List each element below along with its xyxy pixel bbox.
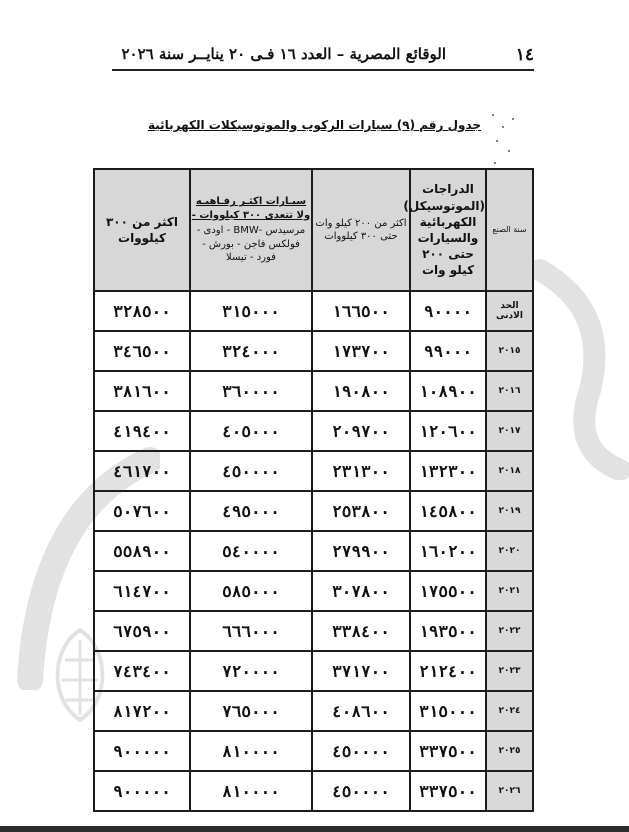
cell-luxury: ٥٤٠٠٠٠ [190, 531, 312, 571]
cell-over-300: ٤١٩٤٠٠ [94, 411, 190, 451]
cell-200-to-300: ٤٥٠٠٠٠ [312, 731, 410, 771]
cell-up-to-200: ١٩٣٥٠٠ [410, 611, 486, 651]
cell-200-to-300: ٢٥٣٨٠٠ [312, 491, 410, 531]
header-200-to-300: اكثر من ٢٠٠ كيلو وات حتى ٣٠٠ كيلووات [312, 169, 410, 291]
table-title: جدول رقم (٩) سيارات الركوب والموتوسيكلات الكهربائية [147, 118, 482, 132]
cell-up-to-200: ١٣٢٣٠٠ [410, 451, 486, 491]
header-luxury-top: سيـارات اكثـر رفـاهيـه ولا تتعدى ٣٠٠ كيلووات - [191, 196, 311, 221]
table-body [94, 291, 533, 811]
table-row [94, 731, 533, 771]
cell-200-to-300: ٢٣١٣٠٠ [312, 451, 410, 491]
cell-year: الحد الادنى [486, 291, 533, 331]
cell-year: ٢٠٢٠ [486, 531, 533, 571]
header-rule [112, 69, 534, 71]
cell-year: ٢٠١٥ [486, 331, 533, 371]
cell-200-to-300: ٣٧١٧٠٠ [312, 651, 410, 691]
cell-over-300: ٩٠٠٠٠٠ [94, 771, 190, 811]
cell-luxury: ٤٥٠٠٠٠ [190, 451, 312, 491]
table-row [94, 771, 533, 811]
cell-up-to-200: ١٦٠٢٠٠ [410, 531, 486, 571]
cell-luxury: ٨١٠٠٠٠ [190, 771, 312, 811]
table-row [94, 651, 533, 691]
cell-up-to-200: ٣٣٧٥٠٠ [410, 771, 486, 811]
bottom-edge [0, 826, 629, 832]
cell-year: ٢٠٢١ [486, 571, 533, 611]
table-row [94, 491, 533, 531]
cell-over-300: ٥٥٨٩٠٠ [94, 531, 190, 571]
cell-200-to-300: ١٩٠٨٠٠ [312, 371, 410, 411]
cell-over-300: ٣٤٦٥٠٠ [94, 331, 190, 371]
table-row [94, 291, 533, 331]
table-row [94, 411, 533, 451]
cell-year: ٢٠٢٢ [486, 611, 533, 651]
cell-up-to-200: ١٧٥٥٠٠ [410, 571, 486, 611]
cell-up-to-200: ٣٣٧٥٠٠ [410, 731, 486, 771]
table-row [94, 451, 533, 491]
cell-year: ٢٠١٧ [486, 411, 533, 451]
vehicle-table [93, 168, 534, 812]
cell-up-to-200: ٢١٢٤٠٠ [410, 651, 486, 691]
cell-up-to-200: ١٠٨٩٠٠ [410, 371, 486, 411]
cell-year: ٢٠١٦ [486, 371, 533, 411]
cell-up-to-200: ٩٩٠٠٠ [410, 331, 486, 371]
cell-up-to-200: ٩٠٠٠٠ [410, 291, 486, 331]
table-row [94, 691, 533, 731]
cell-over-300: ٧٤٣٤٠٠ [94, 651, 190, 691]
watermark-swoosh-icon [530, 250, 629, 480]
cell-over-300: ٤٦١٧٠٠ [94, 451, 190, 491]
cell-luxury: ٣٢٤٠٠٠ [190, 331, 312, 371]
header-luxury-brands: مرسيدس -BMW - اودى - فولكس فاجن - بورش - فورد - تيسلا [196, 225, 306, 264]
cell-year: ٢٠١٩ [486, 491, 533, 531]
table-row [94, 571, 533, 611]
cell-200-to-300: ٤٠٨٦٠٠ [312, 691, 410, 731]
cell-year: ٢٠١٨ [486, 451, 533, 491]
table-row [94, 531, 533, 571]
cell-luxury: ٣٦٠٠٠٠ [190, 371, 312, 411]
cell-over-300: ٥٠٧٦٠٠ [94, 491, 190, 531]
gazette-title: الوقائع المصرية – العدد ١٦ فـى ٢٠ ينايــر سنة ٢٠٢٦ [121, 45, 446, 63]
cell-200-to-300: ٢٧٩٩٠٠ [312, 531, 410, 571]
page-header [112, 38, 536, 68]
cell-200-to-300: ٢٠٩٧٠٠ [312, 411, 410, 451]
cell-luxury: ٣١٥٠٠٠ [190, 291, 312, 331]
header-up-to-200: الدراجات (الموتوسيكل) الكهربائية والسيارات حتى ٢٠٠ كيلو وات [410, 169, 486, 291]
cell-over-300: ٩٠٠٠٠٠ [94, 731, 190, 771]
header-year: سنة الصنع [486, 169, 533, 291]
cell-200-to-300: ١٧٣٧٠٠ [312, 331, 410, 371]
page-number: ١٤ [515, 45, 534, 65]
cell-over-300: ٨١٧٢٠٠ [94, 691, 190, 731]
table-row [94, 611, 533, 651]
table-row [94, 331, 533, 371]
cell-year: ٢٠٢٤ [486, 691, 533, 731]
cell-luxury: ٧٦٥٠٠٠ [190, 691, 312, 731]
cell-over-300: ٦١٤٧٠٠ [94, 571, 190, 611]
cell-over-300: ٣٨١٦٠٠ [94, 371, 190, 411]
cell-luxury: ٥٨٥٠٠٠ [190, 571, 312, 611]
cell-200-to-300: ٣٣٨٤٠٠ [312, 611, 410, 651]
cell-luxury: ٤٠٥٠٠٠ [190, 411, 312, 451]
cell-luxury: ٦٦٦٠٠٠ [190, 611, 312, 651]
cell-up-to-200: ١٢٠٦٠٠ [410, 411, 486, 451]
cell-up-to-200: ١٤٥٨٠٠ [410, 491, 486, 531]
header-over-300: اكثر من ٣٠٠ كيلووات [94, 169, 190, 291]
table-row [94, 371, 533, 411]
header-luxury [190, 169, 312, 291]
cell-over-300: ٣٢٨٥٠٠ [94, 291, 190, 331]
cell-luxury: ٤٩٥٠٠٠ [190, 491, 312, 531]
cell-over-300: ٦٧٥٩٠٠ [94, 611, 190, 651]
cell-year: ٢٠٢٥ [486, 731, 533, 771]
cell-year: ٢٠٢٣ [486, 651, 533, 691]
cell-luxury: ٨١٠٠٠٠ [190, 731, 312, 771]
cell-up-to-200: ٣١٥٠٠٠ [410, 691, 486, 731]
cell-200-to-300: ٣٠٧٨٠٠ [312, 571, 410, 611]
cell-200-to-300: ٤٥٠٠٠٠ [312, 771, 410, 811]
table-header-row [94, 169, 533, 291]
cell-200-to-300: ١٦٦٥٠٠ [312, 291, 410, 331]
cell-luxury: ٧٢٠٠٠٠ [190, 651, 312, 691]
cell-year: ٢٠٢٦ [486, 771, 533, 811]
